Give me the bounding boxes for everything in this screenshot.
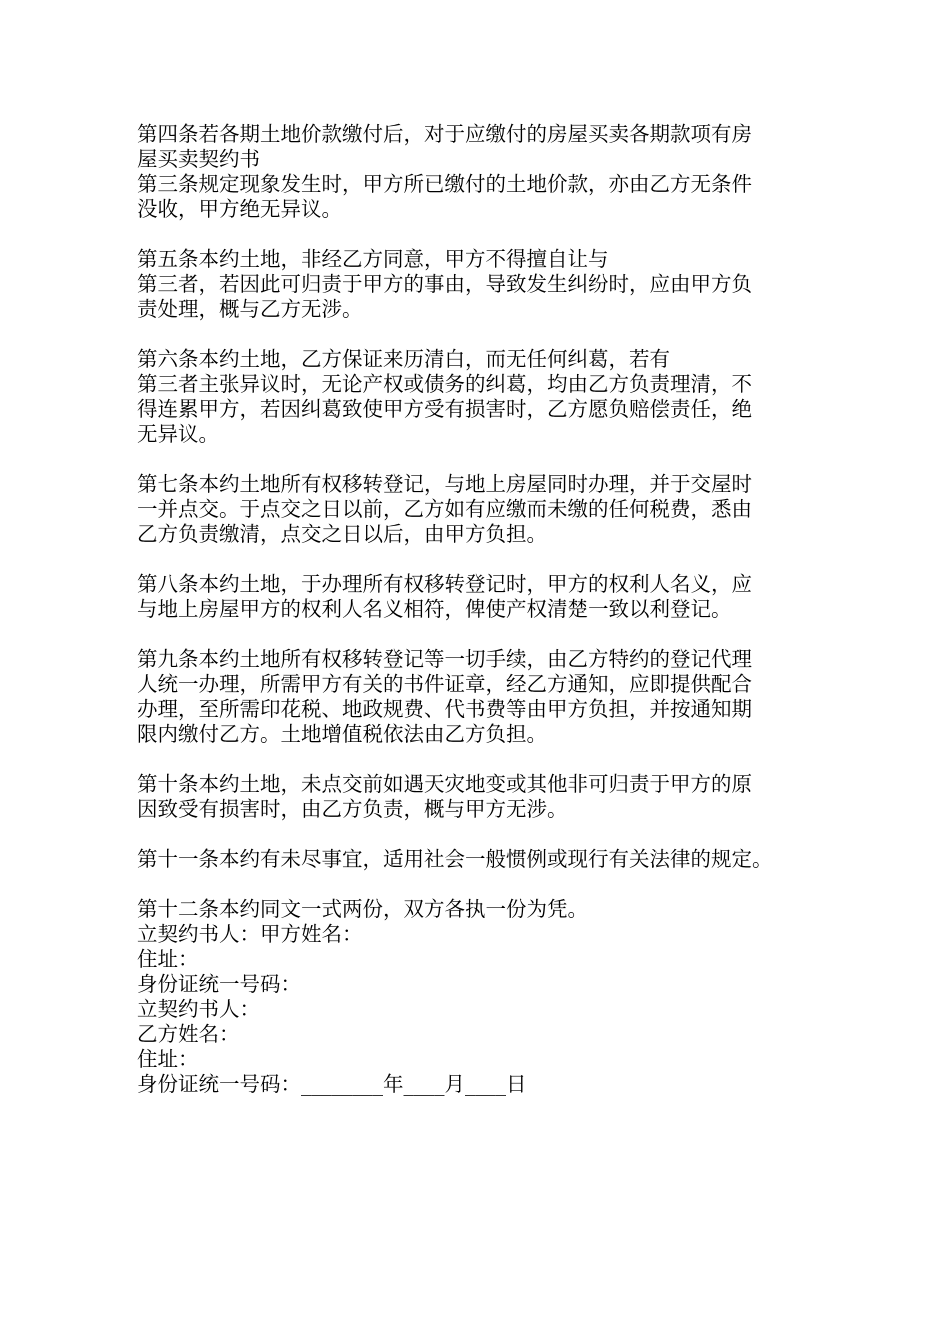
text-line: 第八条本约土地，于办理所有权移转登记时，甲方的权利人名义，应 xyxy=(137,572,752,596)
text-line: 人统一办理，所需甲方有关的书件证章，经乙方通知，应即提供配合 xyxy=(137,672,752,696)
text-line: 身份证统一号码：________年____月____日 xyxy=(137,1072,527,1096)
paragraph-gap xyxy=(137,822,827,847)
text-line: 第十一条本约有未尽事宜，适用社会一般惯例或现行有关法律的规定。 xyxy=(137,847,773,871)
text-line: 一并点交。于点交之日以前，乙方如有应缴而未缴的任何税费，悉由 xyxy=(137,497,752,521)
text-line: 第十二条本约同文一式两份，双方各执一份为凭。 xyxy=(137,897,588,921)
text-line: 乙方负责缴清，点交之日以后，由甲方负担。 xyxy=(137,522,547,546)
text-line: 第三者，若因此可归责于甲方的事由，导致发生纠纷时，应由甲方负 xyxy=(137,272,752,296)
paragraph-gap xyxy=(137,747,827,772)
paragraph-gap xyxy=(137,547,827,572)
text-line: 限内缴付乙方。土地增值税依法由乙方负担。 xyxy=(137,722,547,746)
text-line: 第三条规定现象发生时，甲方所已缴付的土地价款，亦由乙方无条件 xyxy=(137,172,752,196)
text-line: 无异议。 xyxy=(137,422,219,446)
paragraph-gap xyxy=(137,872,827,897)
text-line: 住址： xyxy=(137,947,199,971)
text-line: 乙方姓名： xyxy=(137,1022,240,1046)
text-line: 因致受有损害时，由乙方负责，概与甲方无涉。 xyxy=(137,797,568,821)
text-line: 身份证统一号码： xyxy=(137,972,301,996)
text-line: 第三者主张异议时，无论产权或债务的纠葛，均由乙方负责理清，不 xyxy=(137,372,752,396)
text-line: 第五条本约土地，非经乙方同意，甲方不得擅自让与 xyxy=(137,247,609,271)
text-line: 立契约书人：甲方姓名： xyxy=(137,922,363,946)
paragraph-gap xyxy=(137,622,827,647)
text-line: 第九条本约土地所有权移转登记等一切手续，由乙方特约的登记代理 xyxy=(137,647,752,671)
text-line: 得连累甲方，若因纠葛致使甲方受有损害时，乙方愿负赔偿责任，绝 xyxy=(137,397,752,421)
text-line: 住址： xyxy=(137,1047,199,1071)
text-line: 立契约书人： xyxy=(137,997,260,1021)
text-line: 办理，至所需印花税、地政规费、代书费等由甲方负担，并按通知期 xyxy=(137,697,752,721)
text-line: 第七条本约土地所有权移转登记，与地上房屋同时办理，并于交屋时 xyxy=(137,472,752,496)
text-line: 第十条本约土地，未点交前如遇天灾地变或其他非可归责于甲方的原 xyxy=(137,772,752,796)
contract-text xyxy=(137,122,827,1097)
paragraph-gap xyxy=(137,322,827,347)
text-line: 责处理，概与乙方无涉。 xyxy=(137,297,363,321)
text-line: 第四条若各期土地价款缴付后，对于应缴付的房屋买卖各期款项有房 xyxy=(137,122,752,146)
text-line: 没收，甲方绝无异议。 xyxy=(137,197,342,221)
paragraph-gap xyxy=(137,447,827,472)
text-line: 与地上房屋甲方的权利人名义相符，俾使产权清楚一致以利登记。 xyxy=(137,597,732,621)
paragraph-gap xyxy=(137,222,827,247)
text-line: 屋买卖契约书 xyxy=(137,147,260,171)
text-line: 第六条本约土地，乙方保证来历清白，而无任何纠葛，若有 xyxy=(137,347,670,371)
